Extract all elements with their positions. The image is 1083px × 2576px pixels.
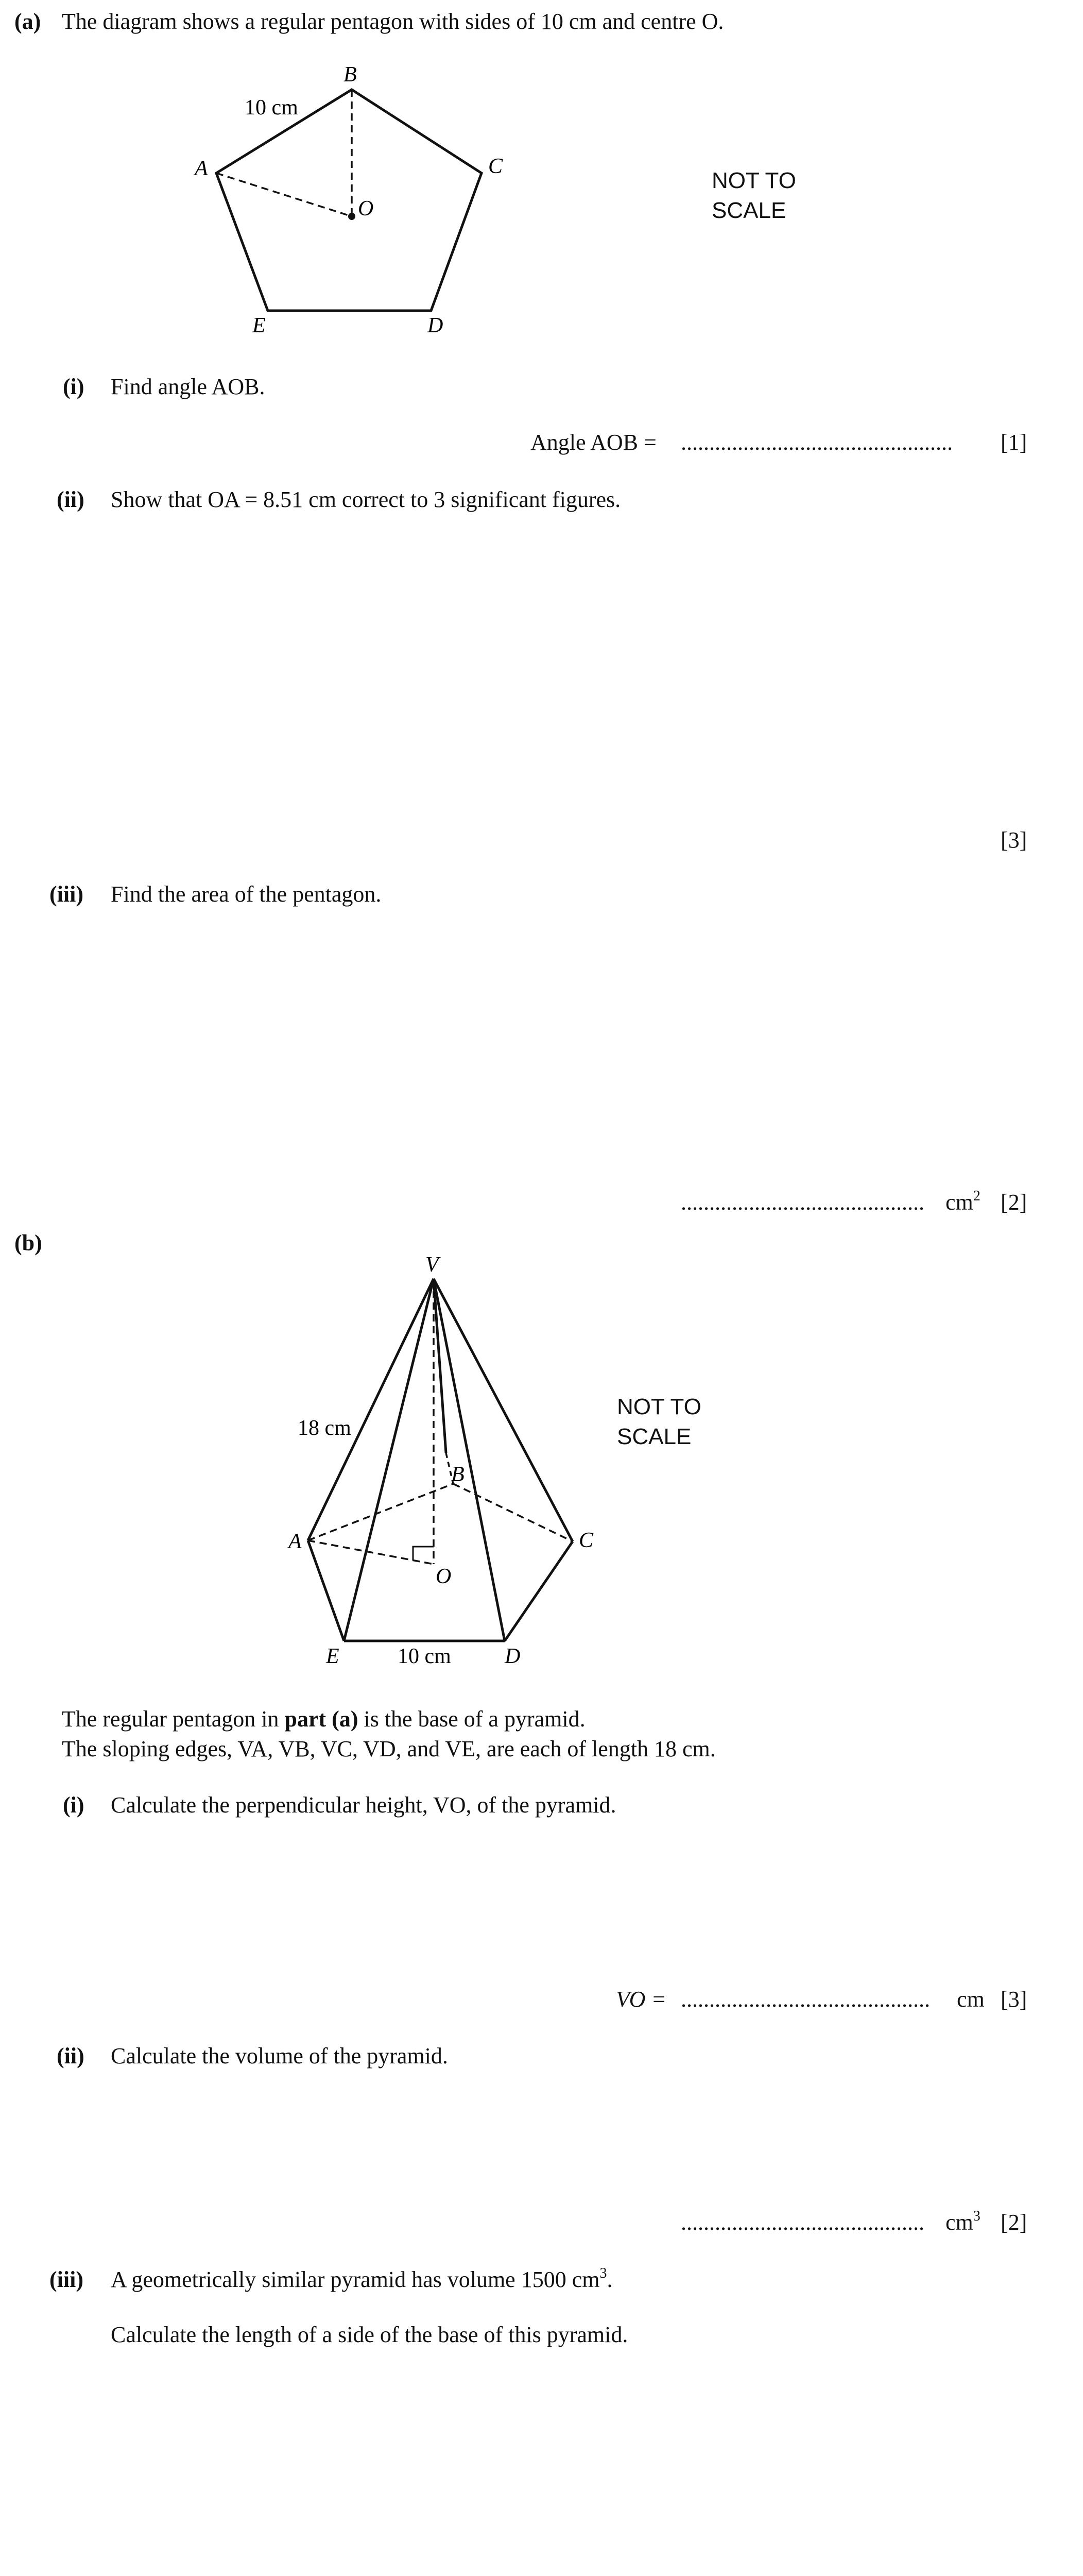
vertex-label-e: E [326, 1645, 339, 1668]
q-a-i-answer-prefix: Angle AOB = [530, 430, 657, 455]
q-a-iii-marks: [2] [1001, 1190, 1027, 1215]
q-a-iii-label: (iii) [49, 882, 83, 907]
q-b-iii-label: (iii) [49, 2267, 83, 2292]
vertex-label-c: C [579, 1529, 594, 1552]
q-b-i-label: (i) [63, 1792, 84, 1818]
q-b-ii-marks: [2] [1001, 2210, 1027, 2235]
q-b-ii-unit: $cm^3$ [946, 2208, 981, 2235]
pentagon-outline [216, 90, 482, 311]
q-a-iii-unit: $cm^2$ [946, 1188, 981, 1215]
base-edge-bc [453, 1484, 573, 1541]
not-to-scale-line2: SCALE [712, 198, 786, 223]
vertex-label-b: B [343, 63, 357, 87]
part-b-intro-line2: The sloping edges, VA, VB, VC, VD, and VE, are each of length 18 cm. [62, 1736, 716, 1761]
not-to-scale-line2: SCALE [617, 1424, 692, 1449]
q-a-ii-text: Show that OA = 8.51 cm correct to 3 significant figures. [111, 487, 621, 512]
not-to-scale-line1: NOT TO [617, 1394, 701, 1419]
q-a-ii-label: (ii) [57, 487, 84, 512]
q-b-i-answer-line[interactable]: ............................................ [681, 1987, 930, 2012]
q-a-iii-answer-line[interactable]: ........................................... [681, 1190, 924, 1215]
q-a-ii-marks: [3] [1001, 827, 1027, 853]
line-a-o [216, 173, 352, 216]
base-label-10cm: 10 cm [398, 1645, 451, 1668]
q-b-ii-label: (ii) [57, 2043, 84, 2069]
side-label-10cm: 10 cm [245, 96, 298, 120]
edge-ve [344, 1279, 434, 1641]
part-b-label: (b) [14, 1230, 42, 1256]
edge-vc [434, 1279, 573, 1541]
part-a-label: (a) [14, 9, 41, 34]
q-b-ii-text: Calculate the volume of the pyramid. [111, 2043, 448, 2069]
base-edge-dc [505, 1541, 573, 1641]
q-b-i-unit: cm [957, 1987, 985, 2012]
part-a-intro: The diagram shows a regular pentagon with sides of 10 cm and centre O. [62, 9, 724, 34]
q-a-i-marks: [1] [1001, 430, 1027, 455]
centre-label-o: O [358, 197, 374, 221]
edge-label-18cm: 18 cm [298, 1416, 351, 1440]
vertex-label-c: C [488, 155, 503, 178]
vertex-label-a: A [288, 1530, 302, 1553]
edge-va [308, 1279, 434, 1540]
q-a-iii-text: Find the area of the pentagon. [111, 882, 382, 907]
part-b-intro-line1: The regular pentagon in part (a) is the base of a pyramid. [62, 1706, 586, 1732]
vertex-label-a: A [195, 157, 208, 180]
pentagon-diagram [0, 0, 1083, 361]
q-b-i-text: Calculate the perpendicular height, VO, of the pyramid. [111, 1792, 616, 1818]
pyramid-diagram [0, 1236, 1083, 1700]
right-angle-marker [413, 1547, 434, 1561]
q-b-ii-answer-line[interactable]: ........................................... [681, 2210, 924, 2235]
centre-label-o: O [436, 1565, 452, 1588]
q-b-iii-text: A geometrically similar pyramid has volume 1500 $cm^3$. [111, 2265, 613, 2292]
q-a-i-label: (i) [63, 374, 84, 399]
line-a-o [308, 1540, 434, 1564]
q-a-i-text: Find angle AOB. [111, 374, 265, 399]
q-b-iii-text2: Calculate the length of a side of the base of this pyramid. [111, 2322, 628, 2347]
vertex-label-d: D [427, 314, 443, 337]
centre-point [348, 213, 355, 220]
q-b-i-marks: [3] [1001, 1987, 1027, 2012]
apex-label-v: V [425, 1253, 439, 1277]
q-a-i-answer-line[interactable]: ................................................ [681, 430, 953, 455]
base-edge-ae [308, 1540, 344, 1641]
vertex-label-d: D [505, 1645, 521, 1668]
vertex-label-b: B [451, 1463, 465, 1486]
not-to-scale-line1: NOT TO [712, 168, 796, 193]
vertex-label-e: E [252, 314, 266, 337]
q-b-i-answer-prefix: VO = [616, 1987, 667, 2012]
